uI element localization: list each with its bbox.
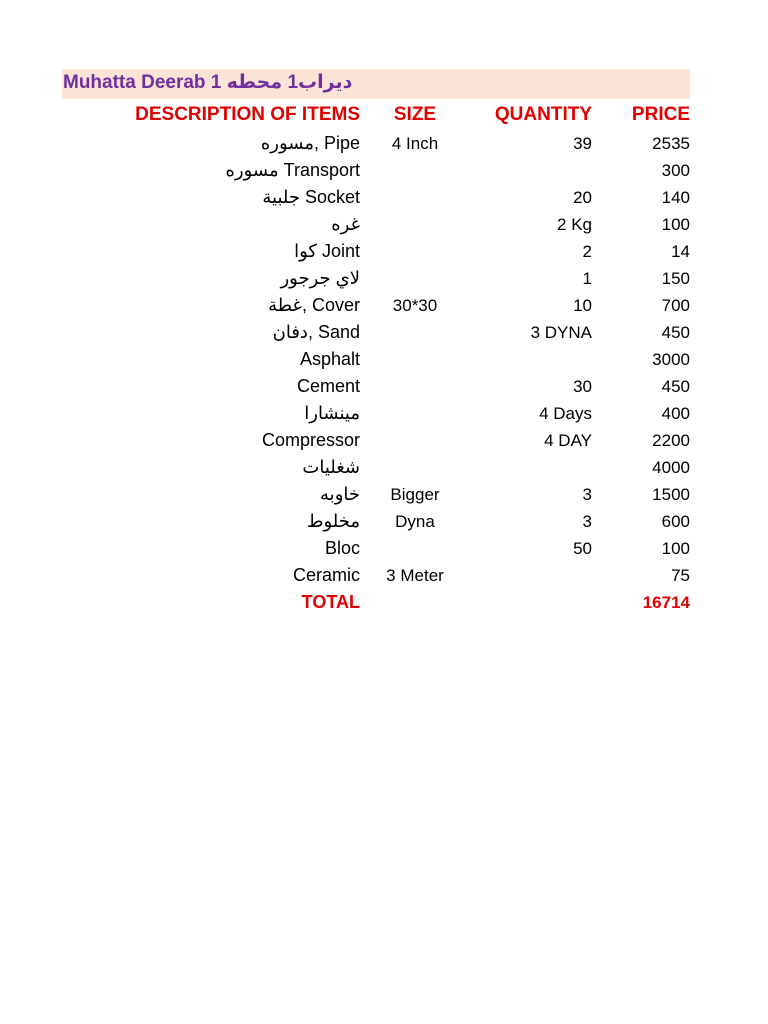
item-price: 100 [661,538,690,558]
table-row [62,373,690,400]
total-quantity-empty [470,589,592,616]
item-size [360,157,470,184]
item-price: 4000 [652,457,690,477]
item-quantity: 4 Days [539,403,592,423]
item-price: 1500 [652,484,690,504]
item-quantity: 30 [573,376,592,396]
item-description: مسوره Transport [225,160,360,180]
item-description: غطة, Cover [268,295,360,315]
table-row [62,400,690,427]
item-size: 4 Inch [391,133,439,153]
item-price: 75 [671,565,690,585]
item-size [360,427,470,454]
item-price: 14 [671,241,690,261]
item-size [360,454,470,481]
header-description: DESCRIPTION OF ITEMS [135,103,360,125]
item-quantity: 2 Kg [557,214,592,234]
table-row [62,481,690,508]
item-description: شغليات [302,457,360,477]
table-row [62,508,690,535]
item-size [360,211,470,238]
item-quantity: 3 DYNA [530,322,592,342]
item-description: لاي جرجور [280,268,360,288]
item-size: 3 Meter [386,565,444,585]
item-size [360,265,470,292]
item-quantity: 2 [582,241,592,261]
table-row [62,265,690,292]
item-price: 300 [661,160,690,180]
item-description: مسوره, Pipe [260,133,360,153]
table-row [62,319,690,346]
total-size-empty [360,589,470,616]
item-description: مخلوط [306,511,360,531]
item-quantity: 50 [573,538,592,558]
item-size [360,319,470,346]
item-quantity: 39 [573,133,592,153]
item-size [360,535,470,562]
header-quantity: QUANTITY [494,103,592,125]
item-quantity: 20 [573,187,592,207]
item-size [360,184,470,211]
item-quantity: 1 [582,268,592,288]
header-price: PRICE [631,103,690,125]
item-quantity [470,346,592,373]
item-size: Bigger [390,484,440,504]
item-description: Asphalt [299,349,360,369]
item-price: 450 [661,376,690,396]
table-row [62,157,690,184]
item-size: 30*30 [392,295,438,315]
item-price: 700 [661,295,690,315]
total-label: TOTAL [301,592,360,612]
table-row [62,184,690,211]
item-price: 2535 [652,133,690,153]
spreadsheet [62,69,690,616]
table-row [62,130,690,157]
item-price: 3000 [652,349,690,369]
item-description: Compressor [261,430,360,450]
table-row [62,346,690,373]
item-quantity: 3 [582,511,592,531]
item-price: 100 [661,214,690,234]
item-size [360,238,470,265]
items-table [62,99,690,616]
item-quantity: 4 DAY [544,430,592,450]
item-description: خاوبه [320,484,360,504]
item-quantity [470,454,592,481]
item-description: غره [331,214,360,234]
item-size: Dyna [395,511,435,531]
table-row [62,238,690,265]
item-price: 400 [661,403,690,423]
table-row [62,211,690,238]
item-description: دفان, Sand [272,322,360,342]
table-row [62,562,690,589]
item-price: 150 [661,268,690,288]
item-description: Ceramic [292,565,360,585]
header-size: SIZE [393,103,437,125]
item-description: Cement [296,376,360,396]
title-row [62,69,690,99]
item-price: 600 [661,511,690,531]
item-description: Bloc [324,538,360,558]
item-quantity: 3 [582,484,592,504]
header-row [62,99,690,130]
table-row [62,454,690,481]
sheet-title: Muhatta Deerab 1 ديراب1 محطه [63,72,353,93]
item-price: 450 [661,322,690,342]
table-row [62,427,690,454]
item-description: مينشارا [304,403,360,423]
item-description: جلبية Socket [262,187,360,207]
table-row [62,292,690,319]
item-price: 140 [661,187,690,207]
item-price: 2200 [652,430,690,450]
total-row [62,589,690,616]
item-size [360,373,470,400]
item-quantity: 10 [573,295,592,315]
total-value: 16714 [642,592,690,612]
item-description: كوا Joint [294,241,360,261]
table-row [62,535,690,562]
item-size [360,400,470,427]
item-quantity [470,157,592,184]
item-size [360,346,470,373]
item-quantity [470,562,592,589]
